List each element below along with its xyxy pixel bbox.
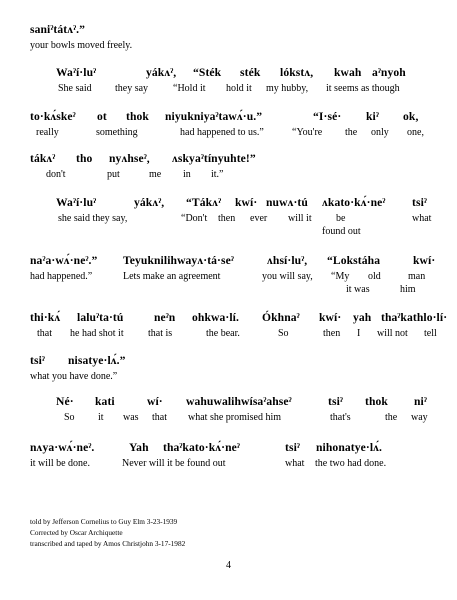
gloss-word: “You're: [292, 127, 323, 138]
oneida-word: tsiˀ: [30, 354, 45, 367]
oneida-word: aˀnyoh: [372, 66, 406, 79]
gloss-word: don't: [46, 169, 66, 180]
gloss-word: be: [336, 213, 346, 224]
oneida-word: niyukniyaˀtawʌ́·u.”: [165, 110, 263, 123]
gloss-word: Never will it be found out: [122, 458, 226, 469]
gloss-word: found out: [322, 226, 361, 237]
gloss-word: what: [285, 458, 305, 469]
oneida-word: ʌhsí·luˀ,: [267, 254, 308, 267]
gloss-word: So: [278, 328, 289, 339]
gloss-word: it was: [346, 284, 370, 295]
oneida-word: thok: [126, 110, 149, 123]
gloss-word: put: [107, 169, 120, 180]
gloss-word: “My: [331, 271, 350, 282]
oneida-word: ohkwa·lí.: [192, 311, 239, 324]
oneida-word: wí·: [147, 395, 163, 408]
oneida-word: Teyuknilihwayʌ·tá·seˀ: [123, 254, 234, 267]
gloss-word: old: [368, 271, 381, 282]
oneida-word: ʌkato·kʌ́·neˀ: [322, 196, 386, 209]
oneida-word: nyʌhseˀ,: [109, 152, 150, 165]
gloss-word: really: [36, 127, 59, 138]
gloss-word: ever: [250, 213, 268, 224]
oneida-word: thaˀkathlo·lí·: [381, 311, 448, 324]
gloss-word: will not: [377, 328, 408, 339]
gloss-word: that is: [148, 328, 173, 339]
oneida-word: nʌya·wʌ́·neˀ.: [30, 441, 95, 454]
gloss-word: one,: [407, 127, 424, 138]
oneida-word: sték: [240, 66, 261, 79]
gloss-word: I: [357, 328, 361, 339]
gloss-word: will it: [288, 213, 312, 224]
oneida-word: “Tákʌˀ: [186, 196, 222, 209]
oneida-word: Né·: [56, 395, 74, 408]
gloss-word: the two had done.: [315, 458, 387, 469]
gloss-word: the: [345, 127, 358, 138]
oneida-word: laluˀta·tú: [77, 311, 124, 324]
credit-line: Corrected by Oscar Archiquette: [30, 528, 123, 537]
gloss-word: that: [152, 412, 167, 423]
oneida-word: thi·kʌ́: [30, 311, 61, 324]
gloss-word: So: [64, 412, 75, 423]
gloss-word: it will be done.: [30, 458, 90, 469]
gloss-word: him: [400, 284, 416, 295]
oneida-word: nuwʌ·tú: [266, 196, 308, 209]
oneida-word: nisatye·lʌ́.”: [68, 354, 126, 367]
gloss-word: she said they say,: [58, 213, 128, 224]
gloss-word: what you have done.”: [30, 371, 118, 382]
oneida-word: saniˀtátʌˀ.”: [30, 23, 86, 36]
gloss-word: the: [385, 412, 398, 423]
gloss-word: way: [411, 412, 428, 423]
gloss-word: what: [412, 213, 432, 224]
oneida-word: thok: [365, 395, 388, 408]
gloss-word: had happened to us.”: [180, 127, 264, 138]
gloss-word: tell: [424, 328, 437, 339]
gloss-word: that's: [330, 412, 351, 423]
oneida-word: yah: [353, 311, 372, 324]
gloss-word: my hubby,: [266, 83, 309, 94]
gloss-word: me: [149, 169, 162, 180]
oneida-word: kiˀ: [366, 110, 379, 123]
gloss-word: it.”: [211, 169, 224, 180]
oneida-word: kwí·: [319, 311, 342, 324]
gloss-word: what she promised him: [188, 412, 282, 423]
gloss-word: you will say,: [262, 271, 313, 282]
oneida-word: kwí·: [235, 196, 258, 209]
gloss-word: Lets make an agreement: [123, 271, 221, 282]
oneida-word: neˀn: [154, 311, 176, 324]
oneida-word: ok,: [403, 110, 419, 123]
oneida-word: tákʌˀ: [30, 152, 56, 165]
oneida-word: Waˀí·luˀ: [56, 66, 97, 79]
oneida-word: wahuwalihwísaˀahseˀ: [186, 395, 292, 408]
oneida-word: ot: [97, 110, 107, 123]
oneida-word: Yah: [129, 441, 149, 454]
oneida-word: kwí·: [413, 254, 436, 267]
gloss-word: man: [408, 271, 426, 282]
oneida-word: nihonatye·lʌ́.: [316, 441, 383, 454]
page-number: 4: [226, 560, 231, 571]
oneida-word: Ókhnaˀ: [262, 311, 300, 324]
gloss-word: that: [37, 328, 52, 339]
oneida-word: “Sték: [193, 66, 222, 79]
gloss-word: something: [96, 127, 138, 138]
gloss-word: the bear.: [206, 328, 240, 339]
oneida-word: Waˀí·luˀ: [56, 196, 97, 209]
gloss-word: he had shot it: [70, 328, 124, 339]
gloss-word: it: [98, 412, 104, 423]
oneida-word: thaˀkato·kʌ́·neˀ: [163, 441, 240, 454]
oneida-word: tho: [76, 152, 93, 165]
gloss-word: in: [183, 169, 191, 180]
oneida-word: tsiˀ: [285, 441, 300, 454]
gloss-word: “Hold it: [173, 83, 206, 94]
gloss-word: had happened.”: [30, 271, 93, 282]
oneida-word: “Lokstáha: [327, 254, 381, 267]
gloss-word: then: [323, 328, 341, 339]
oneida-word: yákʌˀ,: [134, 196, 165, 209]
oneida-word: tsiˀ: [412, 196, 427, 209]
gloss-word: your bowls moved freely.: [30, 40, 133, 51]
credit-line: transcribed and taped by Amos Christjohn 3-17-1982: [30, 539, 186, 548]
gloss-word: was: [123, 412, 139, 423]
oneida-word: “I·sé·: [313, 110, 342, 123]
gloss-word: it seems as though: [326, 83, 400, 94]
oneida-word: lókstʌ,: [280, 66, 314, 79]
gloss-word: She said: [58, 83, 92, 94]
gloss-word: only: [371, 127, 389, 138]
oneida-word: naˀa·wʌ́·neˀ.”: [30, 254, 98, 267]
oneida-word: to·kʌ́skeˀ: [30, 110, 76, 123]
oneida-word: yákʌˀ,: [146, 66, 177, 79]
oneida-word: tsiˀ: [328, 395, 343, 408]
oneida-word: kati: [95, 395, 115, 408]
oneida-word: kwah: [334, 66, 362, 79]
gloss-word: “Don't: [181, 213, 208, 224]
gloss-word: they say: [115, 83, 149, 94]
gloss-word: hold it: [226, 83, 252, 94]
gloss-word: then: [218, 213, 236, 224]
oneida-word: niˀ: [414, 395, 427, 408]
credit-line: told by Jefferson Cornelius to Guy Elm 3-23-1939: [30, 517, 178, 526]
oneida-word: ʌskyaˀtínyuhte!”: [172, 152, 256, 165]
